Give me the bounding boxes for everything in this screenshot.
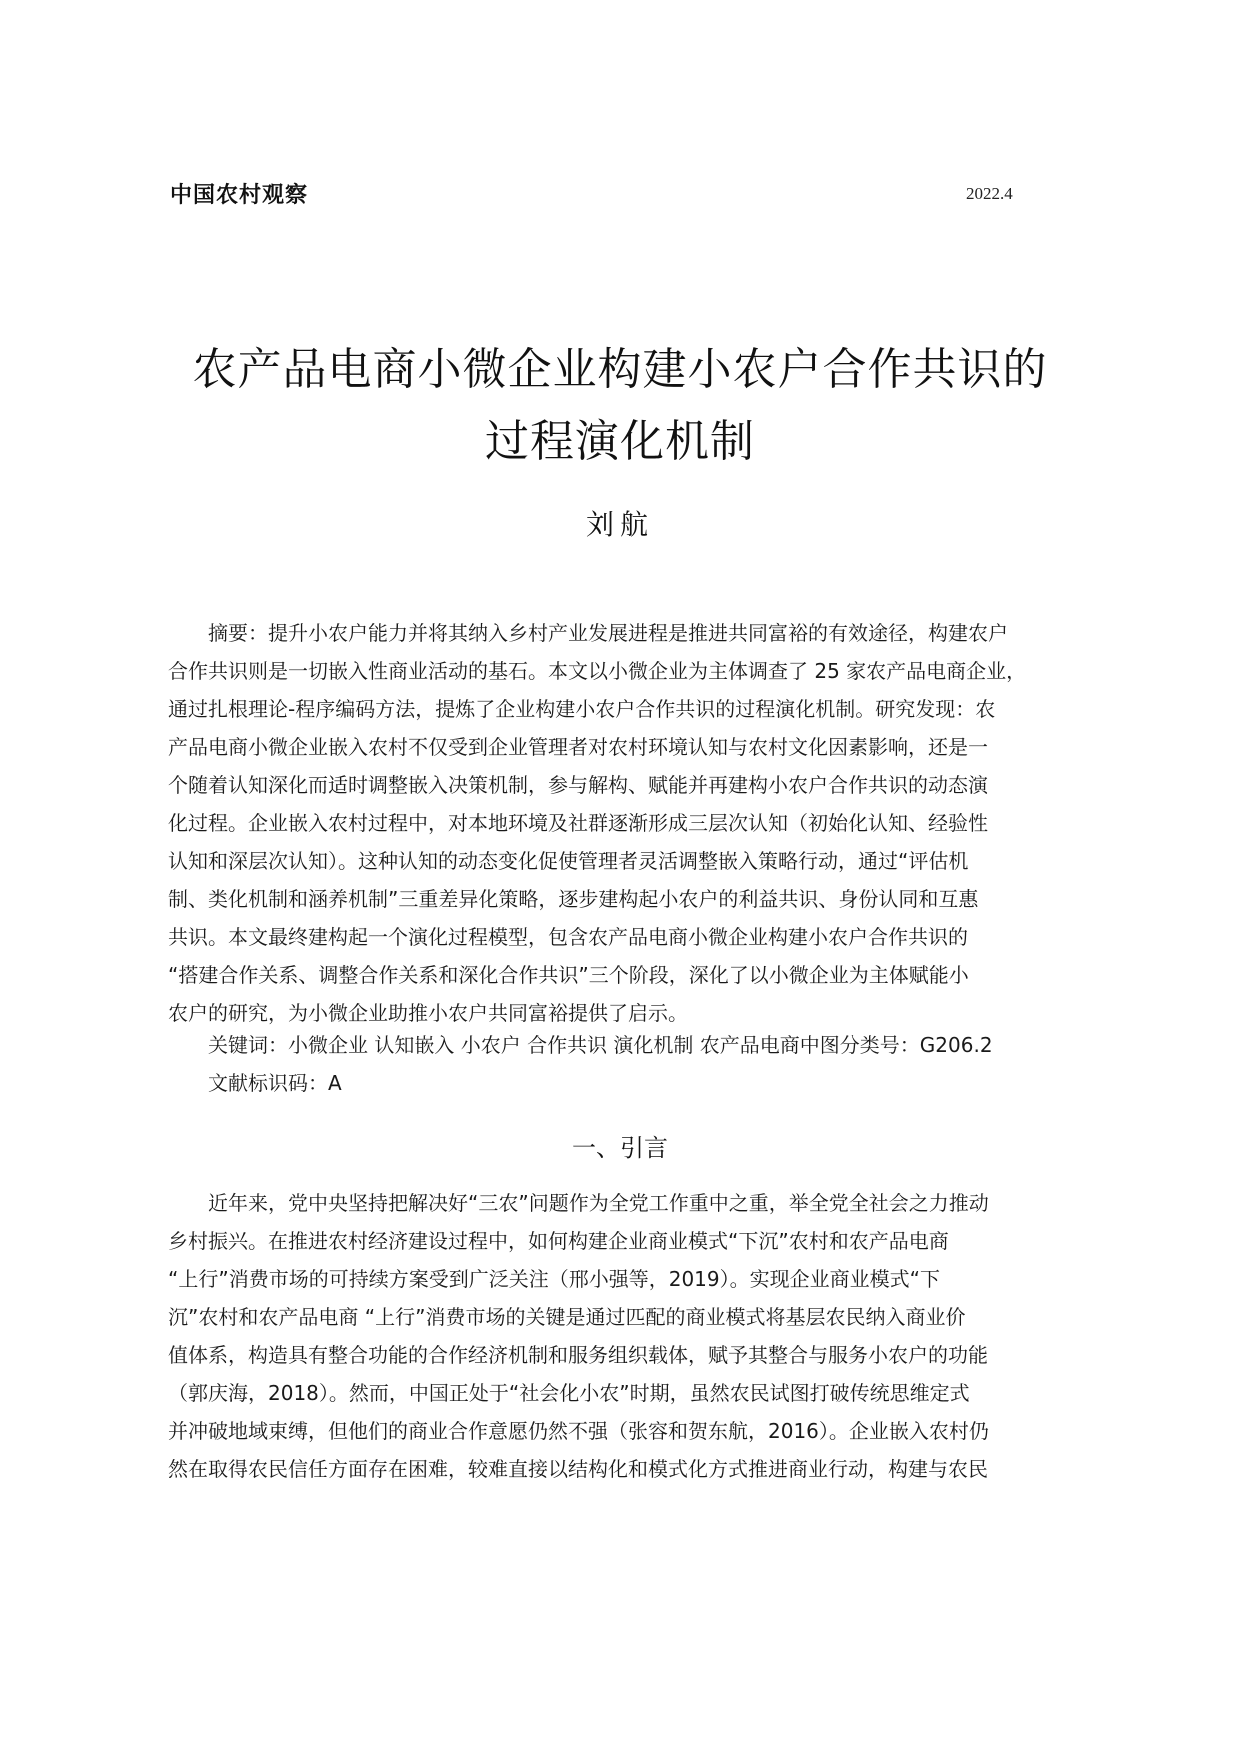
abstract-line: 摘要：提升小农户能力并将其纳入乡村产业发展进程是推进共同富裕的有效途径，构建农户 (168, 621, 1008, 645)
title-line: 过程演化机制 (485, 416, 755, 467)
intro-line: 乡村振兴。在推进农村经济建设过程中，如何构建企业商业模式“下沉”农村和农产品电商 (168, 1229, 949, 1253)
intro-line: 然在取得农民信任方面存在困难，较难直接以结构化和模式化方式推进商业行动，构建与农民 (168, 1457, 988, 1481)
abstract-line: 认知和深层次认知）。这种认知的动态变化促使管理者灵活调整嵌入策略行动，通过“评估机 (168, 849, 969, 873)
author-name: 刘航 (585, 508, 654, 541)
abstract-line: 农户的研究，为小微企业助推小农户共同富裕提供了启示。 (168, 1001, 688, 1025)
intro-line: “上行”消费市场的可持续方案受到广泛关注（邢小强等，2019）。实现企业商业模式“下 (168, 1267, 940, 1291)
paper-title (140, 334, 1100, 478)
title-line: 农产品电商小微企业构建小农户合作共识的 (192, 344, 1048, 395)
abstract-line: 化过程。企业嵌入农村过程中，对本地环境及社群逐渐形成三层次认知（初始化认知、经验性 (168, 811, 988, 835)
abstract-line: 合作共识则是一切嵌入性商业活动的基石。本文以小微企业为主体调查了 25 家农产品电商企业， (168, 659, 1027, 683)
abstract-line: 制、类化机制和涵养机制”三重差异化策略，逐步建构起小农户的利益共识、身份认同和互惠 (168, 887, 979, 911)
abstract-line: “搭建合作关系、调整合作关系和深化合作共识”三个阶段，深化了以小微企业为主体赋能小 (168, 963, 969, 987)
intro-line: 近年来，党中央坚持把解决好“三农”问题作为全党工作重中之重，举全党全社会之力推动 (168, 1191, 989, 1215)
abstract-line: 通过扎根理论-程序编码方法，提炼了企业构建小农户合作共识的过程演化机制。研究发现：农 (168, 697, 996, 721)
intro-line: 沉”农村和农产品电商 “上行”消费市场的关键是通过匹配的商业模式将基层农民纳入商业价 (168, 1305, 966, 1329)
abstract-line: 产品电商小微企业嵌入农村不仅受到企业管理者对农村环境认知与农村文化因素影响，还是一 (168, 735, 988, 759)
introduction-text (168, 1184, 1083, 1488)
intro-line: （郭庆海，2018）。然而，中国正处于“社会化小农”时期，虽然农民试图打破传统思维定式 (168, 1381, 970, 1405)
abstract (168, 614, 1083, 1032)
section-heading: 一、引言 (572, 1134, 668, 1162)
document-code-line: 文献标识码：A (168, 1071, 342, 1095)
journal-logo: 中国农村观察 (170, 183, 309, 208)
issue-number: 2022.4 (966, 184, 1013, 203)
intro-line: 值体系，构造具有整合功能的合作经济机制和服务组织载体，赋予其整合与服务小农户的功能 (168, 1343, 988, 1367)
keywords-block (168, 1026, 1083, 1102)
abstract-line: 个随着认知深化而适时调整嵌入决策机制，参与解构、赋能并再建构小农户合作共识的动态演 (168, 773, 988, 797)
keywords-line: 关键词：小微企业 认知嵌入 小农户 合作共识 演化机制 农产品电商中图分类号：G206.2 (168, 1033, 993, 1057)
intro-line: 并冲破地域束缚，但他们的商业合作意愿仍然不强（张容和贺东航，2016）。企业嵌入农村仍 (168, 1419, 989, 1443)
abstract-line: 共识。本文最终建构起一个演化过程模型，包含农产品电商小微企业构建小农户合作共识的 (168, 925, 968, 949)
